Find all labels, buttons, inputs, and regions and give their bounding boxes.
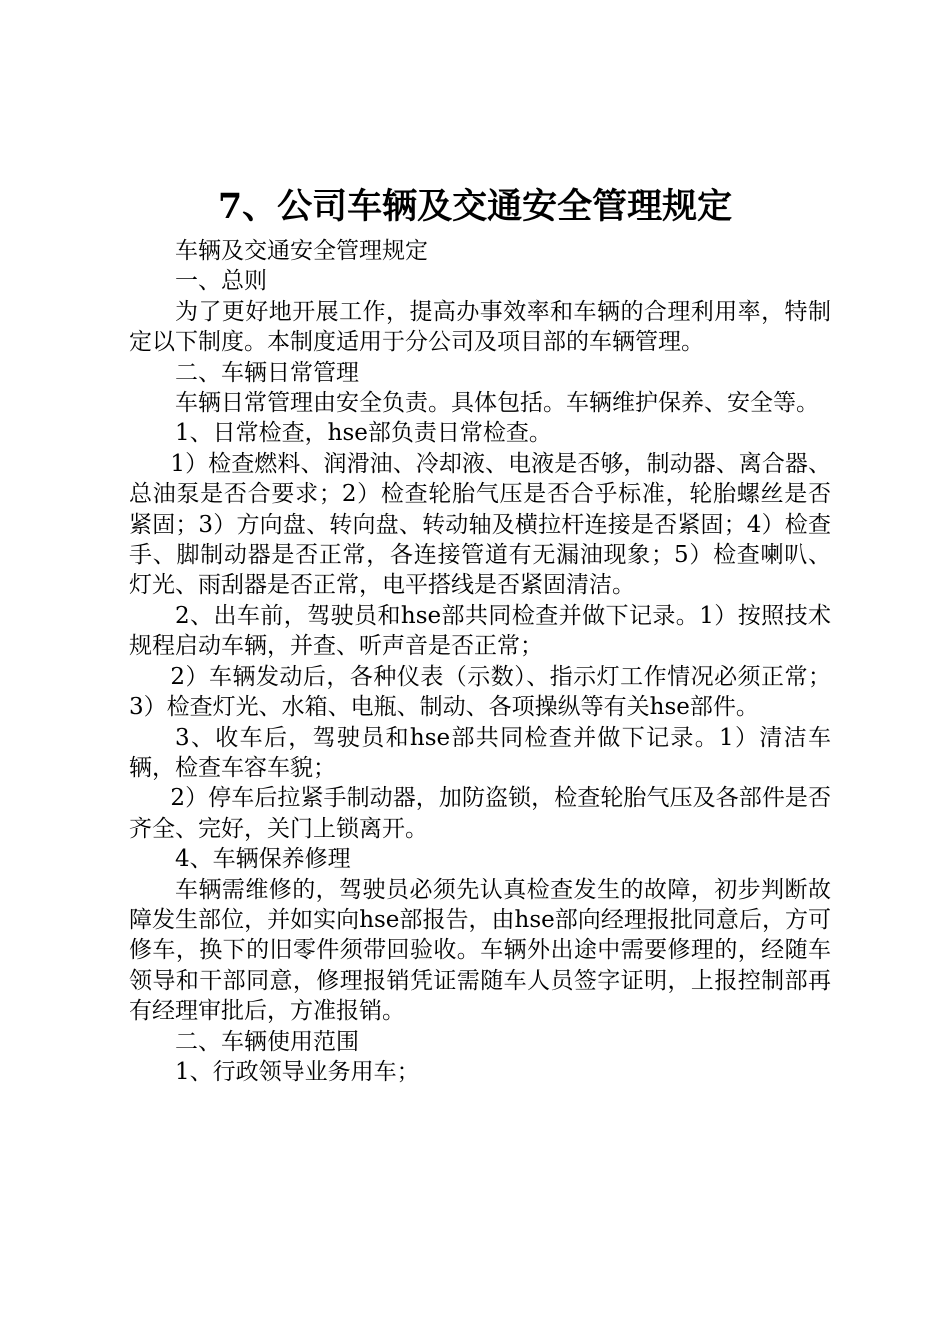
paragraph-after-parking: 2）停车后拉紧手制动器，加防盗锁，检查轮胎气压及各部件是否齐全、完好，关门上锁离开。 (129, 785, 831, 842)
paragraph-inspection-items: 1）检查燃料、润滑油、冷却液、电液是否够，制动器、离合器、总油泵是否合要求；2）检查轮胎气压是否合乎标准，轮胎螺丝是否紧固；3）方向盘、转向盘、转动轴及横拉杆连接是否紧固；4）检查手、脚制动器是否正常，各连接管道有无漏油现象；5）检查喇叭、灯光、雨刮器是否正常，电平搭线是否紧固清洁。 (129, 450, 831, 599)
paragraph-maintenance-heading: 4、车辆保养修理 (175, 846, 351, 873)
paragraph-subtitle: 车辆及交通安全管理规定 (175, 238, 428, 264)
section-heading-daily-management: 二、车辆日常管理 (175, 359, 359, 386)
section-heading-general: 一、总则 (175, 268, 267, 295)
section-heading-usage-scope: 二、车辆使用范围 (175, 1028, 359, 1055)
paragraph-before-departure: 2、出车前，驾驶员和hse部共同检查并做下记录。1）按照技术规程启动车辆，并查、听声音是否正常； (129, 602, 831, 660)
document-body (129, 236, 831, 1087)
paragraph-after-start: 2）车辆发动后，各种仪表（示数）、指示灯工作情况必须正常；3）检查灯光、水箱、电瓶、制动、各项操纵等有关hse部件。 (129, 663, 831, 721)
paragraph-usage-item-1: 1、行政领导业务用车； (175, 1058, 420, 1085)
paragraph-after-return: 3、收车后，驾驶员和hse部共同检查并做下记录。1）清洁车辆，检查车容车貌； (129, 724, 831, 781)
paragraph-daily-inspection: 1、日常检查，hse部负责日常检查。 (175, 420, 552, 447)
paragraph-daily-management: 车辆日常管理由安全负责。具体包括。车辆维护保养、安全等。 (175, 390, 819, 417)
paragraph-maintenance-rules: 车辆需维修的，驾驶员必须先认真检查发生的故障，初步判断故障发生部位，并如实向hse部报告，由hse部向经理报批同意后，方可修车，换下的旧零件须带回验收。车辆外出途中需要修理的，经随车领导和干部同意，修理报销凭证需随车人员签字证明，上报控制部再有经理审批后，方准报销。 (129, 876, 831, 1025)
paragraph-purpose: 为了更好地开展工作，提高办事效率和车辆的合理利用率，特制定以下制度。本制度适用于分公司及项目部的车辆管理。 (129, 298, 831, 356)
document-title: 7、公司车辆及交通安全管理规定 (217, 186, 733, 227)
